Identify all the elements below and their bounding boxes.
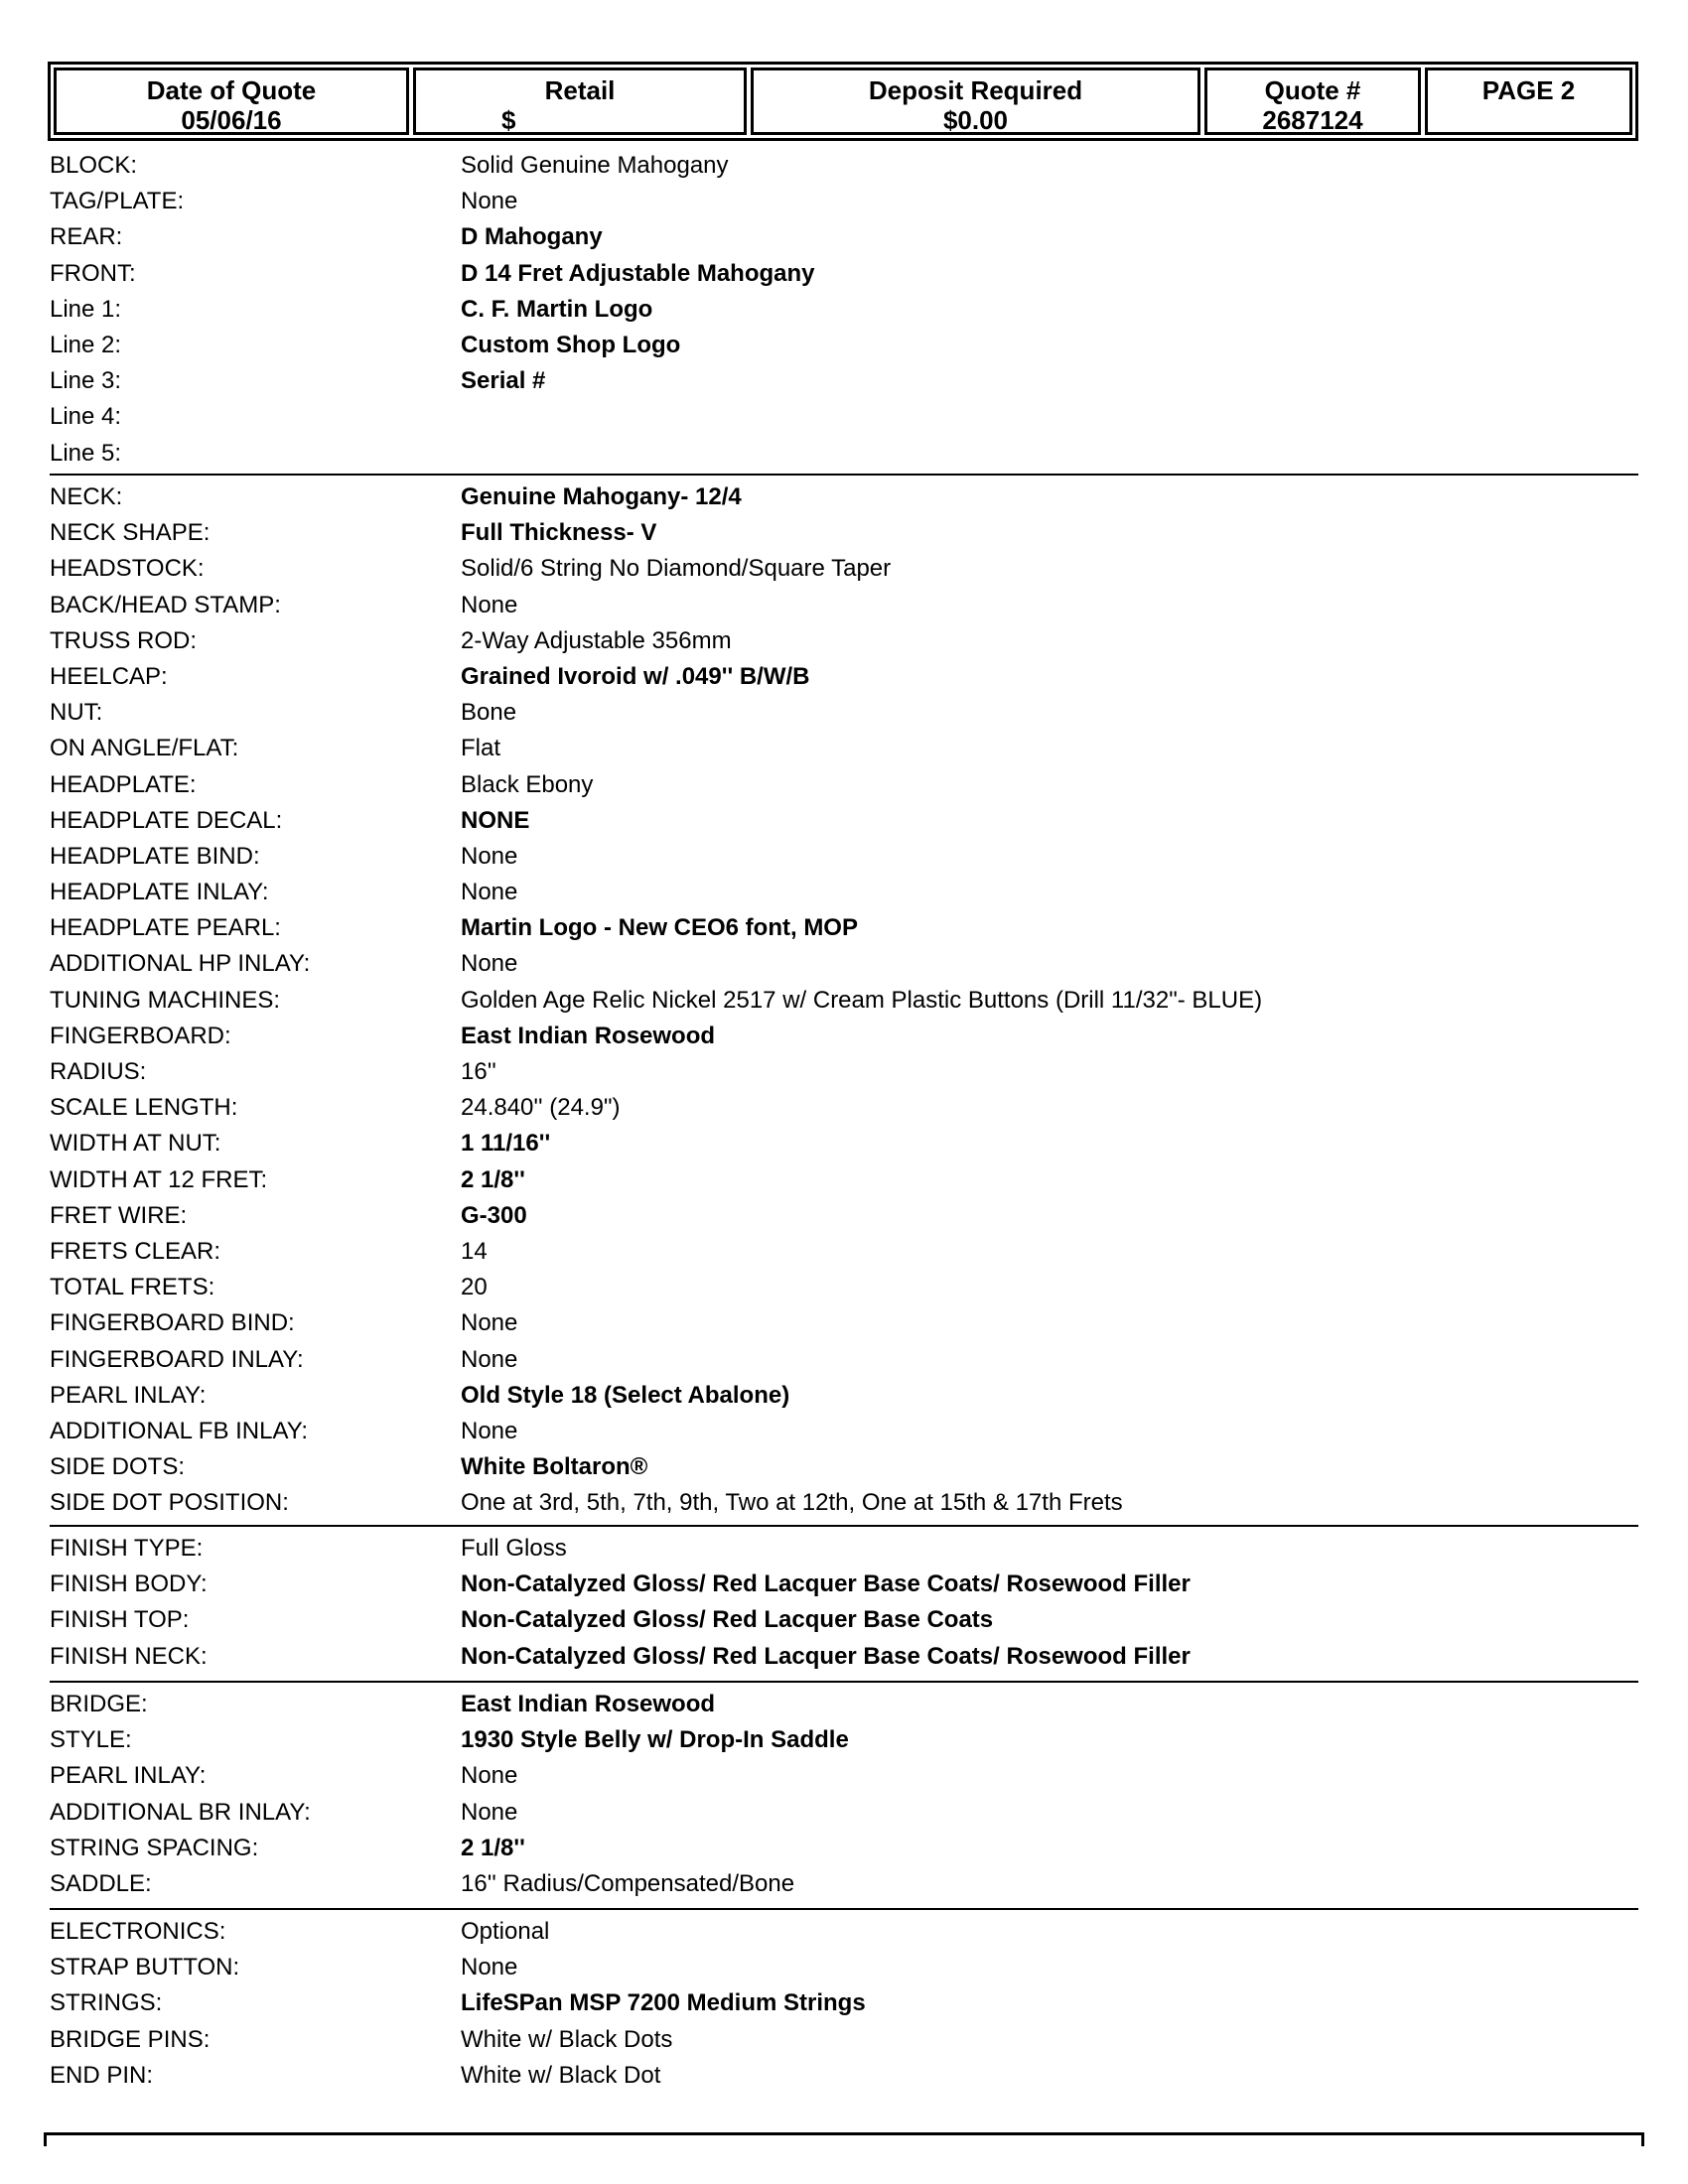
spec-value: D 14 Fret Adjustable Mahogany xyxy=(461,259,815,287)
spec-label: SADDLE: xyxy=(50,1869,152,1897)
spec-value: 2 1/8'' xyxy=(461,1834,525,1861)
spec-label: NECK: xyxy=(50,483,123,510)
spec-value: NONE xyxy=(461,806,530,834)
spec-row xyxy=(50,1378,1638,1414)
section-divider xyxy=(50,1681,1638,1683)
spec-value: None xyxy=(461,879,518,906)
spec-row xyxy=(50,256,1638,292)
spec-row xyxy=(50,731,1638,766)
spec-row xyxy=(50,1485,1638,1521)
spec-row xyxy=(50,1567,1638,1602)
spec-label: Line 2: xyxy=(50,331,122,358)
spec-row xyxy=(50,1687,1638,1722)
spec-label: ELECTRONICS: xyxy=(50,1918,226,1945)
deposit-required-label: Deposit Required xyxy=(868,75,1083,105)
spec-value: Old Style 18 (Select Abalone) xyxy=(461,1381,790,1409)
spec-row xyxy=(50,2058,1638,2094)
spec-label: FRETS CLEAR: xyxy=(50,1237,221,1265)
spec-row xyxy=(50,767,1638,803)
spec-label: Line 3: xyxy=(50,367,122,395)
spec-label: FRONT: xyxy=(50,259,136,287)
spec-value: C. F. Martin Logo xyxy=(461,295,653,323)
spec-value: East Indian Rosewood xyxy=(461,1691,716,1717)
spec-row xyxy=(50,1019,1638,1054)
spec-row xyxy=(50,1342,1638,1378)
spec-row xyxy=(50,1054,1638,1090)
retail-label: Retail xyxy=(544,75,616,105)
spec-label: END PIN: xyxy=(50,2061,154,2089)
spec-value: Solid/6 String No Diamond/Square Taper xyxy=(461,555,892,583)
spec-label: BRIDGE: xyxy=(50,1691,148,1717)
spec-row xyxy=(50,803,1638,839)
spec-row xyxy=(50,1831,1638,1866)
spec-label: PEARL INLAY: xyxy=(50,1762,207,1790)
spec-value: Non-Catalyzed Gloss/ Red Lacquer Base Coats/ Rosewood Filler xyxy=(461,1642,1191,1670)
spec-label: FINGERBOARD: xyxy=(50,1022,231,1049)
spec-value: None xyxy=(461,1798,518,1826)
spec-label: PEARL INLAY: xyxy=(50,1381,207,1409)
spec-row xyxy=(50,1090,1638,1126)
spec-label: RADIUS: xyxy=(50,1058,147,1085)
spec-label: NECK SHAPE: xyxy=(50,519,211,547)
date-of-quote-cell xyxy=(54,68,409,135)
spec-value: None xyxy=(461,950,518,978)
spec-label: HEADPLATE: xyxy=(50,770,197,798)
spec-value: White w/ Black Dots xyxy=(461,2025,673,2053)
spec-label: HEADPLATE DECAL: xyxy=(50,806,283,834)
spec-value: 24.840'' (24.9") xyxy=(461,1094,621,1122)
spec-value: 16'' Radius/Compensated/Bone xyxy=(461,1869,795,1897)
spec-label: STYLE: xyxy=(50,1726,132,1754)
spec-label: ADDITIONAL HP INLAY: xyxy=(50,950,311,978)
spec-row xyxy=(50,2022,1638,2058)
spec-label: FINISH TOP: xyxy=(50,1606,190,1634)
spec-row xyxy=(50,399,1638,435)
spec-row xyxy=(50,363,1638,399)
section-accessories xyxy=(50,1914,1638,2094)
spec-label: ADDITIONAL BR INLAY: xyxy=(50,1798,311,1826)
spec-row xyxy=(50,1914,1638,1950)
spec-row xyxy=(50,1866,1638,1902)
spec-value: 1930 Style Belly w/ Drop-In Saddle xyxy=(461,1726,849,1754)
spec-label: HEADPLATE INLAY: xyxy=(50,879,269,906)
spec-value: 2-Way Adjustable 356mm xyxy=(461,626,732,654)
spec-value: Solid Genuine Mahogany xyxy=(461,152,729,179)
spec-value: Black Ebony xyxy=(461,770,594,798)
spec-row xyxy=(50,219,1638,255)
spec-label: WIDTH AT NUT: xyxy=(50,1130,221,1158)
spec-label: FRET WIRE: xyxy=(50,1201,188,1229)
date-of-quote-value: 05/06/16 xyxy=(181,105,282,135)
spec-value: None xyxy=(461,1309,518,1337)
spec-row xyxy=(50,1234,1638,1270)
spec-row xyxy=(50,1985,1638,2021)
spec-row xyxy=(50,551,1638,587)
spec-label: ON ANGLE/FLAT: xyxy=(50,735,239,762)
quote-header-table xyxy=(48,62,1638,141)
spec-row xyxy=(50,1198,1638,1234)
spec-row xyxy=(50,695,1638,731)
spec-label: WIDTH AT 12 FRET: xyxy=(50,1165,268,1193)
spec-value: Full Gloss xyxy=(461,1535,567,1562)
section-divider xyxy=(50,474,1638,476)
spec-row xyxy=(50,1639,1638,1675)
spec-row xyxy=(50,1602,1638,1638)
spec-row xyxy=(50,1162,1638,1198)
spec-row xyxy=(50,292,1638,328)
spec-value: Serial # xyxy=(461,367,546,395)
section-bridge xyxy=(50,1687,1638,1902)
spec-value: Flat xyxy=(461,735,501,762)
spec-label: SIDE DOTS: xyxy=(50,1453,186,1481)
retail-value: $ xyxy=(501,105,516,135)
spec-value: One at 3rd, 5th, 7th, 9th, Two at 12th, One at 15th & 17th Frets xyxy=(461,1489,1123,1517)
spec-row xyxy=(50,588,1638,623)
spec-value: 14 xyxy=(461,1237,488,1265)
spec-row xyxy=(50,328,1638,363)
spec-row xyxy=(50,1126,1638,1161)
spec-label: STRING SPACING: xyxy=(50,1834,259,1861)
spec-label: FINGERBOARD BIND: xyxy=(50,1309,295,1337)
spec-row xyxy=(50,436,1638,472)
spec-row xyxy=(50,623,1638,659)
spec-value: None xyxy=(461,1345,518,1373)
spec-label: TAG/PLATE: xyxy=(50,188,185,215)
spec-label: SIDE DOT POSITION: xyxy=(50,1489,289,1517)
spec-label: HEADPLATE BIND: xyxy=(50,842,260,870)
spec-value: Custom Shop Logo xyxy=(461,331,681,358)
spec-label: BLOCK: xyxy=(50,152,138,179)
section-finish xyxy=(50,1531,1638,1675)
spec-value: None xyxy=(461,188,518,215)
section-divider xyxy=(50,1908,1638,1910)
retail-cell xyxy=(413,68,747,135)
spec-value: None xyxy=(461,1762,518,1790)
spec-row xyxy=(50,1722,1638,1758)
spec-row xyxy=(50,839,1638,875)
spec-value: White w/ Black Dot xyxy=(461,2061,661,2089)
spec-label: ADDITIONAL FB INLAY: xyxy=(50,1417,309,1444)
spec-value: Genuine Mahogany- 12/4 xyxy=(461,483,742,510)
spec-value: East Indian Rosewood xyxy=(461,1022,716,1049)
spec-row xyxy=(50,1449,1638,1485)
spec-value: Full Thickness- V xyxy=(461,519,657,547)
spec-row xyxy=(50,1758,1638,1794)
spec-label: STRAP BUTTON: xyxy=(50,1954,240,1981)
spec-row xyxy=(50,479,1638,515)
spec-row xyxy=(50,1270,1638,1305)
footer-rule xyxy=(44,2132,1644,2135)
spec-value: Bone xyxy=(461,699,517,727)
spec-value: 1 11/16'' xyxy=(461,1130,551,1158)
spec-label: TOTAL FRETS: xyxy=(50,1274,215,1301)
spec-value: 2 1/8'' xyxy=(461,1165,525,1193)
page-number-cell xyxy=(1425,68,1632,135)
spec-row xyxy=(50,983,1638,1019)
spec-value: Golden Age Relic Nickel 2517 w/ Cream Plastic Buttons (Drill 11/32"- BLUE) xyxy=(461,986,1263,1014)
spec-value: 16'' xyxy=(461,1058,496,1085)
spec-row xyxy=(50,659,1638,695)
spec-value: LifeSPan MSP 7200 Medium Strings xyxy=(461,1989,866,2017)
quote-number-label: Quote # xyxy=(1264,75,1361,105)
spec-value: None xyxy=(461,1417,518,1444)
spec-label: BRIDGE PINS: xyxy=(50,2025,211,2053)
section-body-block xyxy=(50,148,1638,472)
spec-row xyxy=(50,1531,1638,1567)
deposit-required-cell xyxy=(751,68,1200,135)
spec-label: HEADSTOCK: xyxy=(50,555,205,583)
quote-number-value: 2687124 xyxy=(1262,105,1363,135)
spec-label: FINISH TYPE: xyxy=(50,1535,204,1562)
spec-value: White Boltaron® xyxy=(461,1453,648,1481)
spec-label: FINGERBOARD INLAY: xyxy=(50,1345,304,1373)
spec-value: Grained Ivoroid w/ .049'' B/W/B xyxy=(461,662,810,690)
spec-label: Line 5: xyxy=(50,439,122,467)
spec-value: None xyxy=(461,842,518,870)
spec-row xyxy=(50,1414,1638,1449)
deposit-required-value: $0.00 xyxy=(942,105,1009,135)
spec-value: Non-Catalyzed Gloss/ Red Lacquer Base Coats/ Rosewood Filler xyxy=(461,1570,1191,1598)
section-divider xyxy=(50,1525,1638,1527)
spec-label: STRINGS: xyxy=(50,1989,163,2017)
spec-value: G-300 xyxy=(461,1201,527,1229)
spec-label: HEADPLATE PEARL: xyxy=(50,914,281,942)
spec-row xyxy=(50,148,1638,184)
spec-value: D Mahogany xyxy=(461,223,603,251)
spec-label: NUT: xyxy=(50,699,103,727)
spec-row xyxy=(50,1795,1638,1831)
spec-value: Martin Logo - New CEO6 font, MOP xyxy=(461,914,858,942)
spec-value: Non-Catalyzed Gloss/ Red Lacquer Base Coats xyxy=(461,1606,994,1634)
spec-row xyxy=(50,875,1638,910)
spec-label: Line 1: xyxy=(50,295,122,323)
spec-label: SCALE LENGTH: xyxy=(50,1094,238,1122)
spec-label: TRUSS ROD: xyxy=(50,626,198,654)
spec-row xyxy=(50,1305,1638,1341)
spec-label: FINISH NECK: xyxy=(50,1642,208,1670)
spec-row xyxy=(50,910,1638,946)
spec-row xyxy=(50,946,1638,982)
quote-number-cell xyxy=(1204,68,1421,135)
page-number-label: PAGE 2 xyxy=(1481,75,1576,105)
spec-value: Optional xyxy=(461,1918,550,1945)
section-neck xyxy=(50,479,1638,1521)
spec-label: HEELCAP: xyxy=(50,662,168,690)
date-of-quote-label: Date of Quote xyxy=(146,75,317,105)
spec-label: FINISH BODY: xyxy=(50,1570,208,1598)
spec-value: None xyxy=(461,591,518,618)
spec-label: REAR: xyxy=(50,223,123,251)
spec-label: BACK/HEAD STAMP: xyxy=(50,591,281,618)
spec-value: None xyxy=(461,1954,518,1981)
spec-row xyxy=(50,515,1638,551)
spec-value: 20 xyxy=(461,1274,488,1301)
spec-row xyxy=(50,1950,1638,1985)
spec-row xyxy=(50,184,1638,219)
spec-label: TUNING MACHINES: xyxy=(50,986,281,1014)
spec-label: Line 4: xyxy=(50,403,122,431)
